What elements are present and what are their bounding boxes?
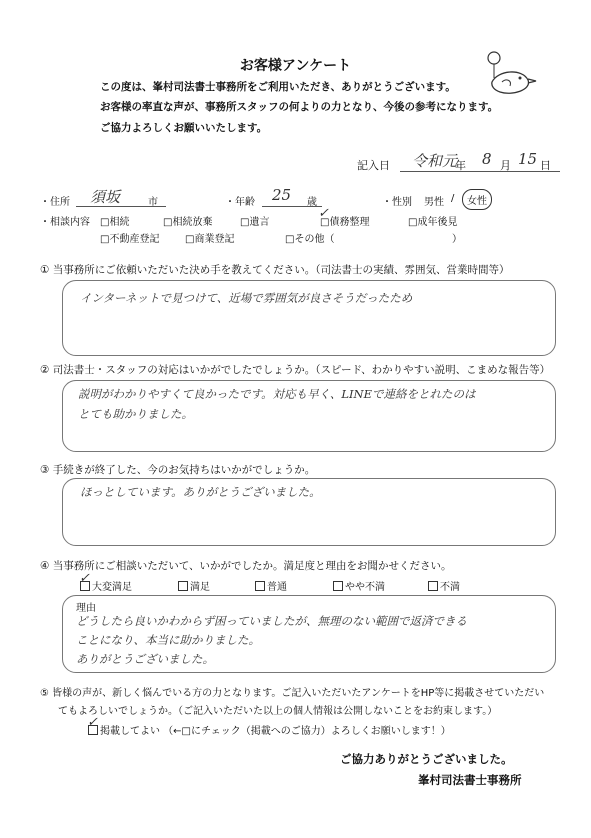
gender-label: ・性別	[382, 197, 412, 208]
consult-commercial: □商業登記	[185, 234, 235, 245]
date-day: 15	[518, 150, 538, 168]
gender-female-circled: 女性	[462, 189, 492, 210]
question-5-line-1: ⑤ 皆様の声が、新しく悩んでいる方の力となります。ご記入いただいたアンケートをHP等に掲載させていただい	[40, 688, 545, 699]
answer-4-line-3: ありがとうございました。	[76, 652, 214, 666]
intro-line-3: ご協力よろしくお願いいたします。	[100, 122, 268, 134]
satisfaction-satisfied: 満足	[178, 578, 210, 593]
answer-3: ほっとしています。ありがとうございました。	[80, 485, 321, 499]
satisfaction-check-mark: ✓	[79, 571, 90, 586]
consult-other: □その他（	[285, 234, 335, 245]
age-unit: 歳	[307, 197, 317, 208]
consult-real-estate: □不動産登記	[100, 234, 160, 245]
intro-line-2: お客様の率直な声が、事務所スタッフの何よりの力となり、今後の参考になります。	[100, 101, 499, 113]
question-4: ④ 当事務所にご相談いただいて、いかがでしたか。満足度と理由をお聞かせください。	[40, 560, 452, 572]
date-era: 令和元	[412, 152, 458, 170]
page-title: お客様アンケート	[239, 58, 352, 74]
answer-4-line-2: ことになり、本当に助かりました。	[76, 633, 260, 647]
age-value: 25	[272, 186, 292, 204]
consult-will: □遺言	[240, 217, 270, 228]
address-underline	[76, 206, 166, 207]
date-label: 記入日	[357, 159, 390, 172]
date-month: 8	[482, 150, 492, 168]
reason-label: 理由	[76, 603, 96, 614]
date-year-unit: 年	[455, 159, 466, 172]
consent-option: 掲載してよい （←□にチェック（掲載へのご協力）よろしくお願いします！）	[88, 722, 451, 737]
bird-illustration	[478, 48, 540, 100]
question-1: ① 当事務所にご依頼いただいた決め手を教えてください。（司法書士の実績、雰囲気、営業時間等）	[40, 264, 510, 276]
answer-2-line-1: 説明がわかりやすくて良かったです。対応も早く、LINEで連絡をとれたのは	[78, 387, 476, 401]
answer-1: インターネットで見つけて、近場で雰囲気が良さそうだったため	[80, 291, 413, 305]
date-day-unit: 日	[540, 159, 551, 172]
consult-debt-check-mark: ✓	[318, 206, 329, 221]
question-5-line-2: てもよろしいでしょうか。（ご記入いただいた以上の個人情報は公開しないことをお約束します。）	[58, 706, 498, 717]
checkbox-satisfied	[178, 581, 188, 591]
date-month-unit: 月	[500, 159, 511, 172]
gender-male: 男性	[424, 197, 444, 208]
answer-2-line-2: とても助かりました。	[78, 407, 193, 421]
gender-separator: /	[451, 193, 455, 204]
intro-line-1: この度は、峯村司法書士事務所をご利用いただき、ありがとうございます。	[100, 81, 456, 93]
checkbox-somewhat-unsatisfied	[333, 581, 343, 591]
consult-inheritance: □相続	[100, 217, 130, 228]
checkbox-unsatisfied	[428, 581, 438, 591]
satisfaction-somewhat-unsatisfied: やや不満	[333, 578, 385, 593]
address-label: ・住所	[40, 197, 70, 208]
date-underline	[400, 171, 560, 172]
question-2: ② 司法書士・スタッフの対応はいかがでしたでしょうか。（スピード、わかりやすい説明、こまめな報告等）	[40, 364, 551, 376]
consult-renunciation: □相続放棄	[163, 217, 213, 228]
address-value: 須坂	[90, 188, 121, 206]
age-label: ・年齢	[225, 197, 255, 208]
answer-4-line-1: どうしたら良いかわからず困っていましたが、無理のない範囲で返済できる	[76, 614, 467, 628]
consult-guardianship: □成年後見	[408, 217, 458, 228]
consult-label: ・相談内容	[40, 217, 90, 228]
consult-other-close: ）	[452, 234, 462, 245]
thanks-message: ご協力ありがとうございました。	[340, 752, 513, 766]
question-3: ③ 手続きが終了した、今のお気持ちはいかがでしょうか。	[40, 464, 316, 476]
satisfaction-very-satisfied: 大変満足	[80, 578, 132, 593]
office-name: 峯村司法書士事務所	[418, 773, 522, 787]
age-underline	[262, 206, 322, 207]
consult-debt: □債務整理	[320, 217, 370, 228]
checkbox-normal	[255, 581, 265, 591]
address-unit: 市	[148, 197, 158, 208]
satisfaction-unsatisfied: 不満	[428, 578, 460, 593]
consent-check-mark: ✓	[87, 715, 98, 730]
satisfaction-normal: 普通	[255, 578, 287, 593]
